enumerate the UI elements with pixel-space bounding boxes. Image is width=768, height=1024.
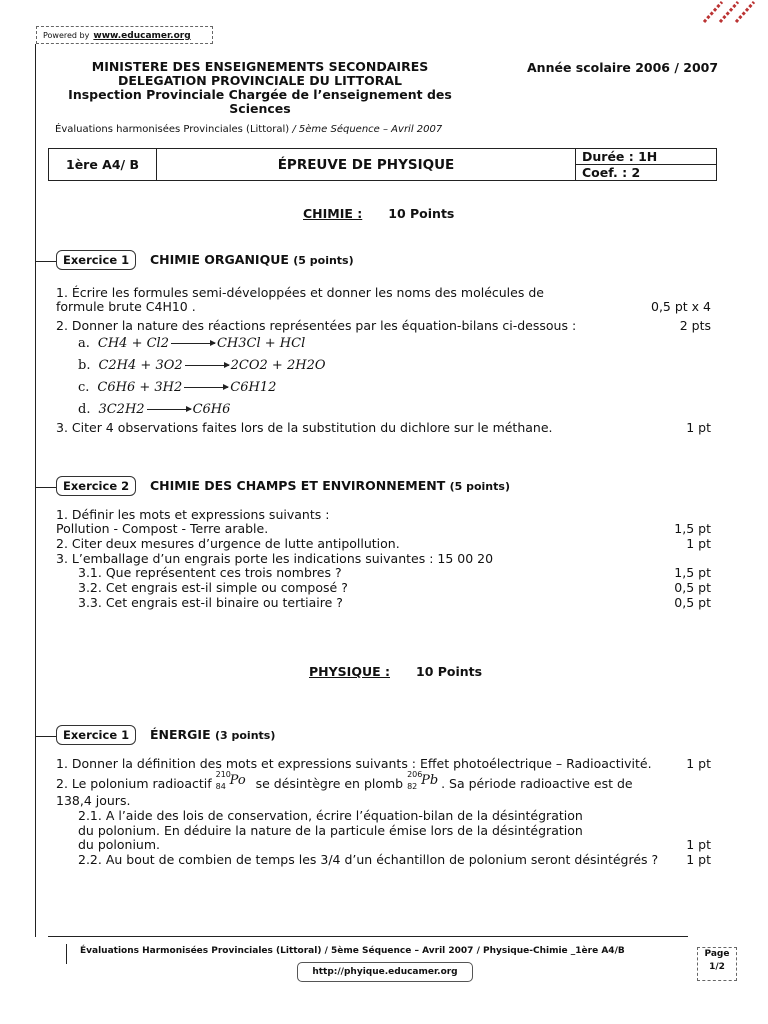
page-number-box bbox=[697, 947, 737, 981]
page-label: Page bbox=[704, 949, 730, 959]
ex3-q1: 1. Donner la définition des mots et expressions suivants : Effet photoélectrique – Radioactivité. bbox=[56, 756, 652, 771]
lead-symbol: Pb bbox=[421, 773, 439, 788]
ministry-name: MINISTERE DES ENSEIGNEMENTS SECONDAIRES bbox=[91, 59, 429, 74]
ex3-points: (3 points) bbox=[214, 729, 276, 742]
ex1-connector bbox=[35, 261, 57, 262]
equation-c-letter: c. bbox=[78, 380, 90, 395]
ex2-q2: 2. Citer deux mesures d’urgence de lutte antipollution. bbox=[56, 536, 400, 551]
ex2-title: CHIMIE DES CHAMPS ET ENVIRONNEMENT bbox=[150, 478, 446, 493]
equation-a-right: CH3Cl + HCl bbox=[216, 336, 306, 351]
ex3-heading bbox=[150, 727, 275, 742]
equation-d bbox=[78, 402, 230, 417]
polonium-symbol: Po bbox=[229, 773, 246, 788]
chimie-label: CHIMIE : bbox=[303, 206, 363, 221]
ex1-q3-points: 1 pt bbox=[686, 420, 711, 435]
powered-by-label: Powered by bbox=[43, 31, 90, 40]
chimie-points: 10 Points bbox=[388, 206, 455, 221]
equation-d-left: 3C2H2 bbox=[98, 402, 145, 417]
corner-hatch-decoration bbox=[700, 0, 762, 24]
duration-label: Durée : 1H bbox=[582, 149, 658, 164]
page-number: 1/2 bbox=[709, 962, 725, 972]
equation-b-right: 2CO2 + 2H2O bbox=[230, 358, 326, 373]
ex2-q31: 3.1. Que représentent ces trois nombres ? bbox=[78, 565, 342, 580]
class-cell bbox=[49, 149, 157, 181]
ex2-q1: 1. Définir les mots et expressions suivants : bbox=[56, 507, 330, 522]
ex3-q21-points: 1 pt bbox=[686, 837, 711, 852]
physique-section-title bbox=[309, 664, 482, 679]
lead-nuclide bbox=[407, 770, 441, 791]
lead-mass-number: 206 bbox=[407, 770, 423, 779]
equation-b bbox=[78, 358, 326, 373]
evaluation-main: Évaluations harmonisées Provinciales (Littoral) bbox=[55, 124, 290, 135]
ex2-points: (5 points) bbox=[449, 480, 510, 493]
ex2-heading bbox=[150, 478, 510, 493]
ex1-q2: 2. Donner la nature des réactions représentées par les équation-bilans ci-dessous : bbox=[56, 318, 577, 333]
equation-a-letter: a. bbox=[78, 336, 90, 351]
ex2-q1-points: 1,5 pt bbox=[674, 521, 711, 536]
coef-label: Coef. : 2 bbox=[582, 165, 641, 180]
equation-c-right: C6H12 bbox=[230, 380, 277, 395]
ex1-title: CHIMIE ORGANIQUE bbox=[150, 252, 289, 267]
ex1-q1a: 1. Écrire les formules semi-développées et donner les noms des molécules de bbox=[56, 285, 544, 300]
ex2-q32: 3.2. Cet engrais est-il simple ou composé ? bbox=[78, 580, 348, 595]
ex3-q21b: du polonium. En déduire la nature de la particule émise lors de la désintégration bbox=[78, 823, 583, 838]
reaction-arrow-icon bbox=[147, 409, 191, 410]
school-year: Année scolaire 2006 / 2007 bbox=[527, 60, 719, 75]
equation-c bbox=[78, 380, 276, 395]
ex3-q1-points: 1 pt bbox=[686, 756, 711, 771]
equation-a-left: CH4 + Cl2 bbox=[97, 336, 169, 351]
ex1-box: Exercice 1 bbox=[56, 250, 136, 270]
ex1-q2-points: 2 pts bbox=[679, 318, 711, 333]
delegation-name: DELEGATION PROVINCIALE DU LITTORAL bbox=[118, 73, 402, 88]
subject-label: ÉPREUVE DE PHYSIQUE bbox=[277, 156, 455, 173]
duration-cell bbox=[576, 149, 717, 165]
coef-cell bbox=[576, 165, 717, 181]
evaluation-sub: / 5ème Séquence – Avril 2007 bbox=[289, 124, 443, 135]
ex2-q32-points: 0,5 pt bbox=[674, 580, 711, 595]
ex1-q1-points: 0,5 pt x 4 bbox=[651, 299, 711, 314]
ex3-q2 bbox=[56, 770, 633, 791]
ex1-points: (5 points) bbox=[293, 254, 354, 267]
powered-by-link[interactable]: www.educamer.org bbox=[93, 31, 191, 41]
exam-title-table bbox=[48, 148, 717, 181]
footer-tick bbox=[66, 944, 67, 964]
physique-points: 10 Points bbox=[416, 664, 483, 679]
ex3-q22-points: 1 pt bbox=[686, 852, 711, 867]
ex2-box: Exercice 2 bbox=[56, 476, 136, 496]
ex2-q3: 3. L’emballage d’un engrais porte les indications suivantes : 15 00 20 bbox=[56, 551, 494, 566]
footer-link[interactable]: http://phyique.educamer.org bbox=[297, 962, 473, 982]
left-margin-line bbox=[35, 44, 36, 937]
reaction-arrow-icon bbox=[171, 343, 215, 344]
equation-b-letter: b. bbox=[78, 358, 91, 373]
equation-d-right: C6H6 bbox=[192, 402, 231, 417]
polonium-nuclide bbox=[215, 770, 252, 791]
ex1-heading bbox=[150, 252, 354, 267]
equation-b-left: C2H4 + 3O2 bbox=[98, 358, 183, 373]
inspection-name: Inspection Provinciale Chargée de l’enseignement des Sciences bbox=[68, 87, 452, 116]
ex3-q22: 2.2. Au bout de combien de temps les 3/4 d’un échantillon de polonium seront désintégrés ? bbox=[78, 852, 659, 867]
ex1-q3: 3. Citer 4 observations faites lors de la substitution du dichlore sur le méthane. bbox=[56, 420, 553, 435]
ex3-connector bbox=[35, 736, 57, 737]
equation-c-left: C6H6 + 3H2 bbox=[97, 380, 183, 395]
ex1-q1b: formule brute C4H10 . bbox=[56, 299, 196, 314]
ex3-q21a: 2.1. A l’aide des lois de conservation, écrire l’équation-bilan de la désintégration bbox=[78, 808, 583, 823]
ex2-q31-points: 1,5 pt bbox=[674, 565, 711, 580]
ex2-q1b: Pollution - Compost - Terre arable. bbox=[56, 521, 269, 536]
polonium-mass-number: 210 bbox=[215, 770, 231, 779]
reaction-arrow-icon bbox=[185, 365, 229, 366]
ex2-q2-points: 1 pt bbox=[686, 536, 711, 551]
subject-cell bbox=[157, 149, 576, 181]
ex3-title: ÉNERGIE bbox=[150, 727, 211, 742]
powered-by-box[interactable] bbox=[36, 26, 213, 44]
physique-label: PHYSIQUE : bbox=[309, 664, 390, 679]
ex2-q33-points: 0,5 pt bbox=[674, 595, 711, 610]
lead-atomic-number: 82 bbox=[407, 782, 418, 791]
equation-a bbox=[78, 336, 305, 351]
ex3-q2c: . Sa période radioactive est de bbox=[441, 776, 633, 791]
ex3-q2a: 2. Le polonium radioactif bbox=[56, 776, 216, 791]
institution-header bbox=[50, 60, 470, 116]
polonium-atomic-number: 84 bbox=[215, 782, 226, 791]
ex3-q21c: du polonium. bbox=[78, 837, 161, 852]
ex3-box: Exercice 1 bbox=[56, 725, 136, 745]
equation-d-letter: d. bbox=[78, 402, 91, 417]
footer-rule bbox=[48, 936, 688, 937]
ex2-connector bbox=[35, 487, 57, 488]
reaction-arrow-icon bbox=[184, 387, 228, 388]
ex3-q2d: 138,4 jours. bbox=[56, 793, 131, 808]
chimie-section-title bbox=[303, 206, 454, 221]
ex2-q33: 3.3. Cet engrais est-il binaire ou tertiaire ? bbox=[78, 595, 343, 610]
class-label: 1ère A4/ B bbox=[66, 157, 139, 172]
evaluation-line bbox=[55, 124, 442, 135]
footer-text: Évaluations Harmonisées Provinciales (Littoral) / 5ème Séquence – Avril 2007 / Physique-Chimie _1ère A4/B bbox=[80, 946, 625, 956]
ex3-q2b: se désintègre en plomb bbox=[251, 776, 408, 791]
